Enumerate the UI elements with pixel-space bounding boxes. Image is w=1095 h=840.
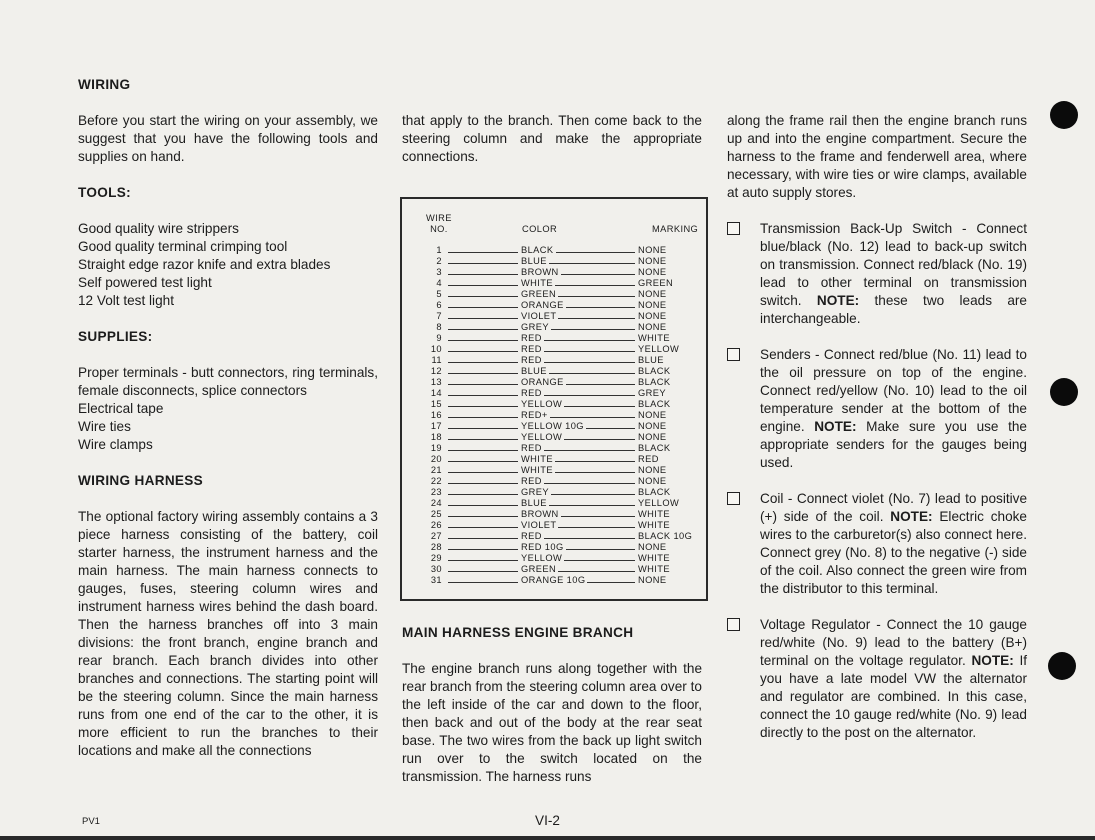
- wire-marking: WHITE: [638, 509, 670, 519]
- note-label: NOTE:: [890, 509, 933, 524]
- wire-color: BROWN: [521, 509, 559, 519]
- note-label: NOTE:: [971, 653, 1014, 668]
- leader-line: [566, 307, 635, 308]
- wire-marking: NONE: [638, 267, 667, 277]
- wire-marking: GREEN: [638, 278, 674, 288]
- table-row: [402, 245, 702, 256]
- wire-marking: NONE: [638, 245, 667, 255]
- wire-color: RED: [521, 388, 542, 398]
- table-row: [402, 333, 702, 344]
- header-wire: WIRE: [426, 213, 452, 223]
- wire-marking: NONE: [638, 289, 667, 299]
- wire-number: 5: [436, 289, 442, 299]
- wire-marking: NONE: [638, 476, 667, 486]
- wiring-heading: WIRING: [78, 77, 131, 92]
- table-row: [402, 432, 702, 443]
- wire-color: GREEN: [521, 564, 557, 574]
- leader-line: [544, 362, 635, 363]
- item-text: these two leads are interchangeable.: [760, 293, 1027, 326]
- wire-number: 14: [430, 388, 442, 398]
- leader-line: [448, 384, 518, 385]
- leader-line: [564, 406, 635, 407]
- list-item: 12 Volt test light: [78, 293, 174, 308]
- table-row: [402, 421, 702, 432]
- wire-marking: GREY: [638, 388, 666, 398]
- binder-hole: [1050, 101, 1078, 129]
- table-row: [402, 575, 702, 586]
- wire-number: 8: [436, 322, 442, 332]
- supplies-intro: Proper terminals - butt connectors, ring terminals, female disconnects, splice connectors: [78, 365, 378, 398]
- item-text: Electric choke wires to the carburetor(s) also connect here. Connect grey (No. 8) to the negative (-) side of the coil. Also connect the green wire from the distributor to this terminal.: [760, 509, 1027, 596]
- leader-line: [544, 450, 635, 451]
- wire-number: 9: [436, 333, 442, 343]
- checkbox[interactable]: [727, 618, 740, 631]
- wire-color: YELLOW 10G: [521, 421, 584, 431]
- item-text: If you have a late model VW the alternator and regulator are combined. In this case, connect the 10 gauge red/white (No. 9) lead directly to the post on the alternator.: [760, 653, 1027, 740]
- leader-line: [544, 351, 635, 352]
- column-left: [78, 76, 378, 760]
- wire-color: YELLOW: [521, 432, 563, 442]
- binder-hole: [1050, 378, 1078, 406]
- item-text: Coil - Connect violet (No. 7) lead to positive (+) side of the coil.: [760, 491, 1027, 524]
- table-row: [402, 311, 702, 322]
- wire-number: 21: [430, 465, 442, 475]
- leader-line: [558, 318, 635, 319]
- list-item: Good quality terminal crimping tool: [78, 239, 288, 254]
- checklist-item-senders: [727, 346, 1027, 472]
- list-item: Wire ties: [78, 419, 131, 434]
- leader-line: [448, 461, 518, 462]
- leader-line: [448, 373, 518, 374]
- footer-code: PV1: [82, 816, 100, 827]
- wire-number: 7: [436, 311, 442, 321]
- leader-line: [555, 285, 635, 286]
- checklist-item-backup-switch: [727, 220, 1027, 328]
- wire-color: VIOLET: [521, 311, 557, 321]
- table-row: [402, 256, 702, 267]
- leader-line: [448, 494, 518, 495]
- wire-color: GREEN: [521, 289, 557, 299]
- leader-line: [564, 560, 635, 561]
- leader-line: [448, 329, 518, 330]
- wire-number: 19: [430, 443, 442, 453]
- wire-color: BLUE: [521, 498, 547, 508]
- leader-line: [551, 329, 635, 330]
- wire-number: 17: [430, 421, 442, 431]
- table-row: [402, 399, 702, 410]
- wire-color: GREY: [521, 487, 549, 497]
- right-top-paragraph: along the frame rail then the engine branch runs up and into the engine compartment. Secure the harness to the frame and fenderwell area, where necessary, with wire ties or wire clamps, available at auto supply stores.: [727, 113, 1027, 200]
- wire-color: RED: [521, 531, 542, 541]
- page-bottom-edge: [0, 836, 1095, 840]
- wire-number: 13: [430, 377, 442, 387]
- note-label: NOTE:: [814, 419, 857, 434]
- item-text: Make sure you use the appropriate senders for the gauges being used.: [760, 419, 1027, 470]
- table-row: [402, 355, 702, 366]
- leader-line: [448, 252, 518, 253]
- wire-marking: NONE: [638, 421, 667, 431]
- wire-color: VIOLET: [521, 520, 557, 530]
- wire-number: 22: [430, 476, 442, 486]
- wire-marking: RED: [638, 454, 659, 464]
- leader-line: [448, 538, 518, 539]
- wire-marking: BLACK: [638, 399, 671, 409]
- table-row: [402, 498, 702, 509]
- table-header-marking: MARKING: [652, 224, 699, 234]
- intro-paragraph: Before you start the wiring on your assembly, we suggest that you have the following tools and supplies on hand.: [78, 113, 378, 164]
- wire-marking: WHITE: [638, 553, 670, 563]
- wire-number: 31: [430, 575, 442, 585]
- checkbox[interactable]: [727, 492, 740, 505]
- leader-line: [549, 263, 635, 264]
- leader-line: [558, 571, 635, 572]
- wire-marking: WHITE: [638, 564, 670, 574]
- wire-marking: BLACK: [638, 366, 671, 376]
- engine-branch-section: [402, 624, 702, 786]
- wire-marking: WHITE: [638, 333, 670, 343]
- wire-color: RED: [521, 355, 542, 365]
- leader-line: [448, 318, 518, 319]
- table-row: [402, 553, 702, 564]
- table-row: [402, 300, 702, 311]
- engine-branch-paragraph: The engine branch runs along together with the rear branch from the steering column area over to the left inside of the car and down to the floor, then back and out of the body at the rear seat base. The two wires from the back up light switch run over to the switch located on the transmission. The harness runs: [402, 661, 702, 784]
- checkbox[interactable]: [727, 348, 740, 361]
- header-no: NO.: [430, 224, 448, 234]
- wire-color: RED: [521, 333, 542, 343]
- table-row: [402, 443, 702, 454]
- tools-list: [78, 220, 378, 310]
- wire-number: 28: [430, 542, 442, 552]
- leader-line: [551, 494, 635, 495]
- leader-line: [448, 362, 518, 363]
- table-row: [402, 388, 702, 399]
- list-item: Straight edge razor knife and extra blades: [78, 257, 331, 272]
- wire-number: 18: [430, 432, 442, 442]
- item-text: Senders - Connect red/blue (No. 11) lead to the oil pressure on top of the engine. Connect red/yellow (No. 10) lead to the oil temperature sender at the bottom of the engine.: [760, 347, 1027, 434]
- tools-heading: TOOLS:: [78, 185, 131, 200]
- binder-hole: [1048, 652, 1076, 680]
- wire-number: 26: [430, 520, 442, 530]
- wire-color: RED+: [521, 410, 548, 420]
- table-row: [402, 322, 702, 333]
- table-row: [402, 542, 702, 553]
- wire-number: 10: [430, 344, 442, 354]
- list-item: Wire clamps: [78, 437, 153, 452]
- list-item: Good quality wire strippers: [78, 221, 239, 236]
- wire-color: ORANGE: [521, 377, 564, 387]
- leader-line: [448, 549, 518, 550]
- leader-line: [448, 417, 518, 418]
- wire-marking: NONE: [638, 465, 667, 475]
- leader-line: [561, 516, 635, 517]
- wire-number: 30: [430, 564, 442, 574]
- leader-line: [544, 340, 635, 341]
- leader-line: [564, 439, 635, 440]
- table-row: [402, 509, 702, 520]
- leader-line: [544, 538, 635, 539]
- wire-number: 27: [430, 531, 442, 541]
- wire-color: GREY: [521, 322, 549, 332]
- wire-number: 3: [436, 267, 442, 277]
- leader-line: [448, 395, 518, 396]
- wire-marking: NONE: [638, 256, 667, 266]
- leader-line: [550, 417, 635, 418]
- table-row: [402, 476, 702, 487]
- wire-color: WHITE: [521, 465, 553, 475]
- note-label: NOTE:: [816, 293, 860, 308]
- leader-line: [448, 274, 518, 275]
- leader-line: [587, 582, 635, 583]
- leader-line: [448, 483, 518, 484]
- checklist-item-coil: [727, 490, 1027, 598]
- wire-number: 11: [431, 355, 442, 365]
- table-row: [402, 366, 702, 377]
- wiring-harness-heading: WIRING HARNESS: [78, 473, 204, 488]
- column-middle: [402, 112, 702, 166]
- wire-marking: NONE: [638, 410, 667, 420]
- wire-color: RED: [521, 476, 542, 486]
- table-header-color: COLOR: [522, 224, 558, 234]
- wire-number: 6: [436, 300, 442, 310]
- wire-marking: NONE: [638, 300, 667, 310]
- wire-color: RED 10G: [521, 542, 564, 552]
- wire-number: 23: [430, 487, 442, 497]
- leader-line: [448, 439, 518, 440]
- wire-color: ORANGE: [521, 300, 564, 310]
- table-row: [402, 487, 702, 498]
- leader-line: [448, 472, 518, 473]
- wire-marking: NONE: [638, 575, 667, 585]
- wire-number: 16: [430, 410, 442, 420]
- leader-line: [448, 450, 518, 451]
- table-row: [402, 410, 702, 421]
- wire-marking: NONE: [638, 432, 667, 442]
- page-number: VI-2: [535, 813, 560, 828]
- wire-marking: BLACK 10G: [638, 531, 693, 541]
- wire-color: YELLOW: [521, 399, 563, 409]
- leader-line: [561, 274, 635, 275]
- wire-color: ORANGE 10G: [521, 575, 586, 585]
- wire-color: YELLOW: [521, 553, 563, 563]
- middle-top-paragraph: that apply to the branch. Then come back to the steering column and make the appropriate connections.: [402, 113, 702, 164]
- table-row: [402, 465, 702, 476]
- leader-line: [558, 527, 635, 528]
- engine-branch-heading: MAIN HARNESS ENGINE BRANCH: [402, 625, 634, 640]
- wire-color: BROWN: [521, 267, 559, 277]
- leader-line: [448, 296, 518, 297]
- wire-number: 25: [430, 509, 442, 519]
- leader-line: [566, 549, 635, 550]
- wire-number: 1: [436, 245, 442, 255]
- leader-line: [556, 252, 635, 253]
- leader-line: [555, 472, 635, 473]
- item-text: Voltage Regulator - Connect the 10 gauge red/white (No. 9) lead to the battery (B+) terminal on the voltage regulator.: [760, 617, 1027, 668]
- leader-line: [549, 373, 635, 374]
- table-row: [402, 278, 702, 289]
- checkbox[interactable]: [727, 222, 740, 235]
- wire-number: 24: [430, 498, 442, 508]
- leader-line: [586, 428, 635, 429]
- table-row: [402, 377, 702, 388]
- leader-line: [448, 351, 518, 352]
- wire-color-table: [400, 197, 708, 601]
- wire-marking: BLACK: [638, 487, 671, 497]
- wire-number: 15: [430, 399, 442, 409]
- leader-line: [448, 505, 518, 506]
- wire-marking: YELLOW: [638, 498, 680, 508]
- wire-color: BLUE: [521, 256, 547, 266]
- wire-marking: NONE: [638, 542, 667, 552]
- leader-line: [448, 263, 518, 264]
- wire-number: 12: [430, 366, 442, 376]
- leader-line: [448, 560, 518, 561]
- table-row: [402, 289, 702, 300]
- wire-number: 2: [436, 256, 442, 266]
- wire-color: RED: [521, 443, 542, 453]
- leader-line: [558, 296, 635, 297]
- leader-line: [448, 571, 518, 572]
- wire-number: 4: [436, 278, 442, 288]
- wire-color: WHITE: [521, 454, 553, 464]
- leader-line: [448, 307, 518, 308]
- wire-marking: NONE: [638, 311, 667, 321]
- leader-line: [544, 395, 635, 396]
- leader-line: [448, 285, 518, 286]
- list-item: Electrical tape: [78, 401, 164, 416]
- leader-line: [448, 582, 518, 583]
- leader-line: [448, 516, 518, 517]
- table-row: [402, 267, 702, 278]
- leader-line: [555, 461, 635, 462]
- checklist-item-voltage-regulator: [727, 616, 1027, 742]
- table-row: [402, 344, 702, 355]
- table-row: [402, 531, 702, 542]
- wire-number: 20: [430, 454, 442, 464]
- list-item: Self powered test light: [78, 275, 212, 290]
- leader-line: [549, 505, 635, 506]
- wire-marking: BLACK: [638, 443, 671, 453]
- leader-line: [448, 527, 518, 528]
- wire-color: RED: [521, 344, 542, 354]
- wire-number: 29: [430, 553, 442, 563]
- wire-color: BLUE: [521, 366, 547, 376]
- wire-marking: BLUE: [638, 355, 664, 365]
- supplies-list: [78, 400, 378, 454]
- table-row: [402, 564, 702, 575]
- leader-line: [448, 428, 518, 429]
- leader-line: [544, 483, 635, 484]
- leader-line: [566, 384, 635, 385]
- wire-marking: YELLOW: [638, 344, 680, 354]
- wire-marking: WHITE: [638, 520, 670, 530]
- table-header-wire-no: [426, 213, 452, 235]
- wire-marking: NONE: [638, 322, 667, 332]
- table-row: [402, 454, 702, 465]
- wire-color: BLACK: [521, 245, 554, 255]
- wire-color: WHITE: [521, 278, 553, 288]
- wiring-harness-paragraph: The optional factory wiring assembly contains a 3 piece harness consisting of the battery, coil starter harness, the instrument harness and the main harness. The main harness connects to gauges, fuses, steering column wires and instrument harness wires behind the dash board. Then the harness branches off into 3 main divisions: the front branch, engine branch and rear branch. Each branch divides into other branches and connections. The starting point will be the steering column. Since the main harness runs from one end of the car to the other, it is more efficient to run the branches to their locations and make all the connections: [78, 509, 378, 758]
- table-row: [402, 520, 702, 531]
- item-text: Transmission Back-Up Switch - Connect blue/black (No. 12) lead to back-up switch on transmission. Connect red/black (No. 19) lead to other terminal on transmission switch.: [760, 221, 1027, 308]
- wire-marking: BLACK: [638, 377, 671, 387]
- column-right: [727, 112, 1027, 760]
- leader-line: [448, 340, 518, 341]
- supplies-heading: SUPPLIES:: [78, 329, 153, 344]
- leader-line: [448, 406, 518, 407]
